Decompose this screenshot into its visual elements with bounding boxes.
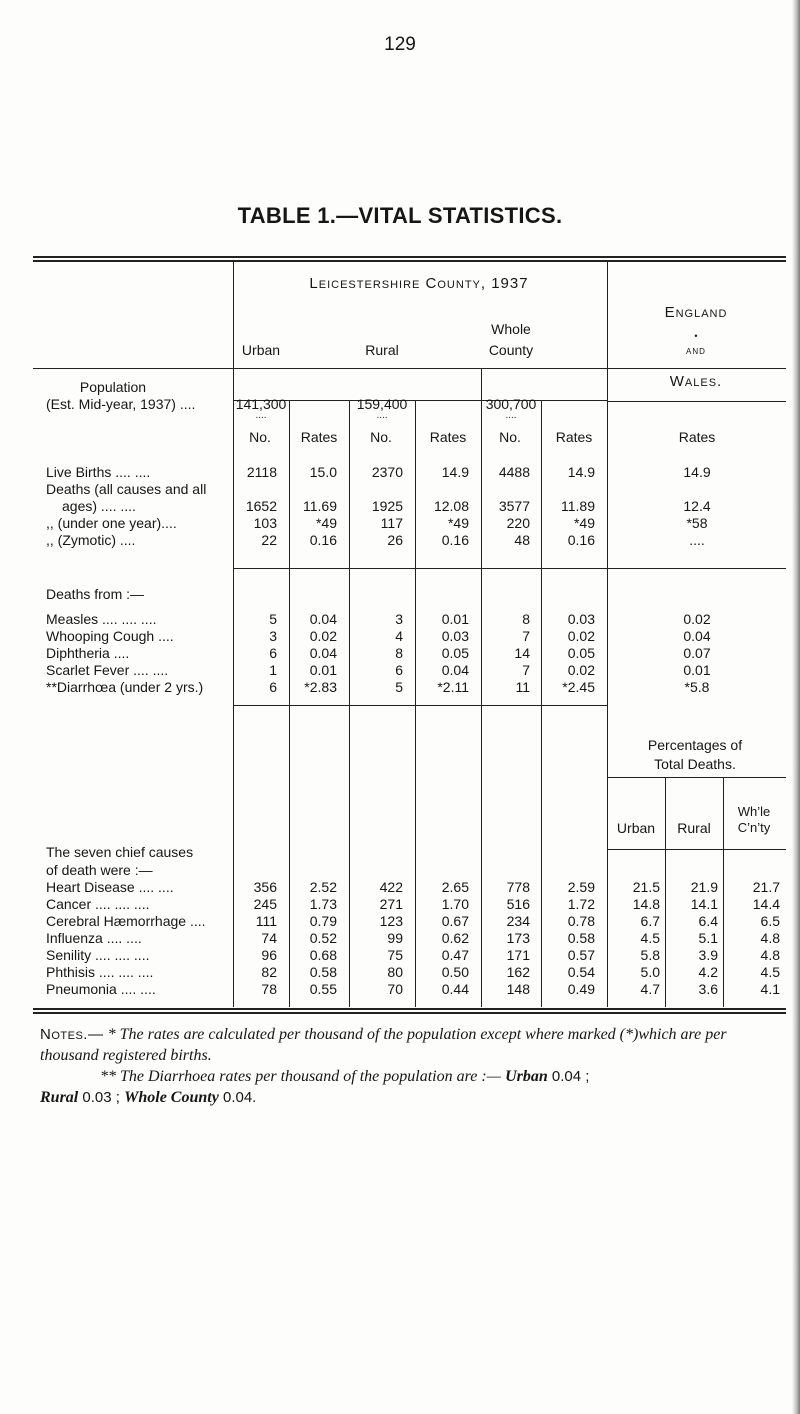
pct-whole-cell: 4.1: [760, 981, 780, 997]
dots-whole: ....: [505, 410, 517, 421]
cause-cell: 0.01: [309, 662, 337, 678]
pct-whole-cell: 4.8: [760, 930, 780, 946]
county-heading: Leicestershire County, 1937: [309, 275, 529, 292]
chief-cause-cell: 516: [506, 896, 530, 912]
pct-whole-cell: 14.4: [752, 896, 780, 912]
chief-cause-label: Phthisis .... .... ....: [46, 964, 154, 980]
chief-cause-cell: 0.68: [309, 947, 337, 963]
stat-cell: 15.0: [309, 464, 337, 480]
stat-cell: 0.16: [309, 532, 337, 548]
cause-cell: *2.45: [562, 679, 595, 695]
cause-cell: 3: [269, 628, 277, 644]
pct-urban-cell: 4.7: [640, 981, 660, 997]
chief-cause-cell: 0.47: [441, 947, 469, 963]
stat-cell: 48: [514, 532, 530, 548]
chief-cause-cell: 0.52: [309, 930, 337, 946]
pct-whole-heading-1: Wh’le: [737, 804, 771, 819]
chief-cause-cell: 0.49: [567, 981, 595, 997]
cause-cell-ew: *5.8: [684, 679, 710, 695]
stat-cell: 2118: [246, 464, 277, 480]
pct-whole-cell: 4.8: [760, 947, 780, 963]
cause-cell: 0.01: [441, 611, 469, 627]
pct-whole-cell: 4.5: [760, 964, 780, 980]
chief-cause-cell: 99: [387, 930, 403, 946]
cause-cell: 4: [395, 628, 403, 644]
chief-cause-cell: 70: [387, 981, 403, 997]
chief-cause-cell: 0.62: [441, 930, 469, 946]
chief-cause-cell: 123: [379, 913, 403, 929]
notes-rural: Rural: [40, 1089, 79, 1106]
cause-cell-ew: 0.02: [683, 611, 711, 627]
cause-cell: 0.02: [567, 662, 595, 678]
urban-rates-heading: Rates: [300, 429, 338, 445]
chief-cause-label: Cerebral Hæmorrhage ....: [46, 913, 206, 929]
chief-cause-cell: 2.65: [441, 879, 469, 895]
england-heading-2: and: [686, 343, 706, 357]
deaths-from-heading: Deaths from :—: [46, 586, 145, 602]
cause-cell-ew: 0.04: [683, 628, 711, 644]
chief-cause-cell: 148: [506, 981, 530, 997]
chief-cause-cell: 0.54: [567, 964, 595, 980]
chief-cause-cell: 80: [387, 964, 403, 980]
pct-urban-cell: 6.7: [640, 913, 660, 929]
cause-label: Whooping Cough ....: [46, 628, 174, 644]
stat-cell: 22: [261, 532, 277, 548]
chief-cause-cell: 2.52: [309, 879, 337, 895]
stat-row-label: Live Births .... ....: [46, 464, 151, 480]
stat-cell: *49: [447, 515, 469, 531]
pct-rural-cell: 4.2: [698, 964, 718, 980]
chief-cause-cell: 173: [506, 930, 530, 946]
table-title: TABLE 1.—VITAL STATISTICS.: [237, 203, 563, 228]
cause-label: Diphtheria ....: [46, 645, 130, 661]
chief-cause-cell: 74: [261, 930, 277, 946]
dots-urban: ....: [255, 410, 267, 421]
stat-row-label-cont: ages) .... ....: [62, 498, 136, 514]
chief-cause-cell: 1.73: [309, 896, 337, 912]
notes-lead: Notes.—: [40, 1026, 104, 1043]
cause-cell: 1: [269, 662, 277, 678]
notes-rural-value: 0.03 ;: [82, 1089, 120, 1106]
cause-cell-ew: 0.01: [683, 662, 711, 678]
whole-heading-2: County: [488, 342, 534, 358]
percentages-heading-2: Total Deaths.: [654, 756, 736, 772]
chief-cause-cell: 0.58: [309, 964, 337, 980]
notes-urban-value: 0.04 ;: [551, 1068, 590, 1085]
cause-cell: 0.04: [441, 662, 469, 678]
stat-cell: 11.69: [303, 498, 337, 514]
notes-line-1: * The rates are calculated per thousand of the population except where marked (*)which are per thousand registered births.: [40, 1026, 727, 1064]
pct-whole-heading-2: C’n’ty: [737, 820, 771, 835]
cause-cell: 0.02: [309, 628, 337, 644]
chief-cause-cell: 78: [261, 981, 277, 997]
rural-heading: Rural: [365, 342, 399, 358]
chief-cause-cell: 96: [261, 947, 277, 963]
stat-row-label: Deaths (all causes and all: [46, 481, 207, 497]
chief-cause-cell: 111: [255, 913, 277, 929]
page-edge: [792, 0, 800, 1414]
pct-whole-cell: 21.7: [752, 879, 780, 895]
chief-cause-cell: 1.72: [567, 896, 595, 912]
pct-rural-cell: 3.9: [698, 947, 718, 963]
rural-no-heading: No.: [370, 429, 392, 445]
chief-cause-cell: 2.59: [567, 879, 595, 895]
cause-cell: 8: [395, 645, 403, 661]
percentages-heading-1: Percentages of: [647, 737, 743, 753]
chief-cause-cell: 0.67: [441, 913, 469, 929]
stat-row-label: ,, (Zymotic) ....: [46, 532, 136, 548]
cause-cell: 0.05: [441, 645, 469, 661]
stat-cell: 0.16: [441, 532, 469, 548]
cause-cell: 0.05: [567, 645, 595, 661]
chief-cause-cell: 0.50: [441, 964, 469, 980]
chief-cause-cell: 0.79: [309, 913, 337, 929]
stat-cell: *49: [573, 515, 595, 531]
page-number: 129: [384, 34, 416, 55]
chief-cause-label: Heart Disease .... ....: [46, 879, 174, 895]
whole-heading-1: Whole: [491, 321, 531, 337]
chief-causes-heading-1: The seven chief causes: [46, 844, 194, 860]
notes: [40, 1024, 780, 1108]
bullet-icon: •: [694, 331, 698, 341]
cause-cell: 3: [395, 611, 403, 627]
pct-whole-cell: 6.5: [760, 913, 780, 929]
cause-cell: 0.02: [567, 628, 595, 644]
pct-rural-cell: 5.1: [698, 930, 718, 946]
cause-label: Measles .... .... ....: [46, 611, 157, 627]
stat-row-label: ,, (under one year)....: [46, 515, 177, 531]
chief-cause-cell: 422: [379, 879, 403, 895]
dots-rural: ....: [376, 410, 388, 421]
cause-cell: 14: [514, 645, 530, 661]
england-heading-3: Wales.: [669, 373, 723, 390]
whole-no-heading: No.: [499, 429, 521, 445]
cause-cell: 0.03: [567, 611, 595, 627]
cause-cell: 6: [269, 679, 277, 695]
urban-no-heading: No.: [249, 429, 271, 445]
stat-cell-ew: ....: [689, 532, 705, 548]
stat-cell-ew: 12.4: [683, 498, 711, 514]
population-whole: 300,700: [485, 396, 537, 412]
pct-rural-heading: Rural: [677, 820, 711, 836]
pct-rural-cell: 6.4: [698, 913, 718, 929]
chief-cause-label: Cancer .... .... ....: [46, 896, 150, 912]
pct-urban-cell: 5.8: [640, 947, 660, 963]
notes-urban: Urban: [505, 1068, 548, 1085]
chief-cause-cell: 171: [506, 947, 530, 963]
pct-rural-cell: 14.1: [690, 896, 718, 912]
stat-cell-ew: *58: [686, 515, 708, 531]
stat-cell: 4488: [498, 464, 530, 480]
stat-cell: 0.16: [567, 532, 595, 548]
notes-whole-county: Whole County: [124, 1089, 219, 1106]
cause-cell: 0.03: [441, 628, 469, 644]
cause-cell: 6: [395, 662, 403, 678]
stat-cell: 14.9: [567, 464, 595, 480]
chief-cause-label: Senility .... .... ....: [46, 947, 150, 963]
stat-cell: 103: [253, 515, 277, 531]
cause-cell-ew: 0.07: [683, 645, 711, 661]
chief-cause-cell: 162: [506, 964, 530, 980]
pct-urban-cell: 4.5: [640, 930, 660, 946]
chief-cause-cell: 271: [379, 896, 403, 912]
chief-cause-label: Influenza .... ....: [46, 930, 142, 946]
notes-line-2a: ** The Diarrhoea rates per thousand of the population are :—: [100, 1068, 501, 1085]
cause-cell: 11: [515, 679, 530, 695]
stat-cell: 1925: [371, 498, 403, 514]
chief-cause-cell: 1.70: [441, 896, 469, 912]
chief-cause-cell: 0.57: [567, 947, 595, 963]
whole-rates-heading: Rates: [555, 429, 593, 445]
chief-cause-cell: 0.55: [309, 981, 337, 997]
stat-cell: 2370: [371, 464, 403, 480]
cause-cell: 5: [269, 611, 277, 627]
cause-cell: 0.04: [309, 611, 337, 627]
rural-rates-heading: Rates: [429, 429, 467, 445]
stat-cell: 117: [380, 515, 403, 531]
population-urban: 141,300: [235, 396, 287, 412]
chief-causes-heading-2: of death were :—: [46, 862, 153, 878]
chief-cause-cell: 75: [387, 947, 403, 963]
stat-cell: 14.9: [441, 464, 469, 480]
pct-rural-cell: 21.9: [690, 879, 718, 895]
chief-cause-cell: 0.78: [567, 913, 595, 929]
cause-cell: 7: [522, 662, 530, 678]
stat-cell: *49: [315, 515, 337, 531]
stat-cell-ew: 14.9: [683, 464, 711, 480]
cause-cell: 5: [395, 679, 403, 695]
stat-cell: 11.89: [561, 498, 595, 514]
population-label-2: (Est. Mid-year, 1937) ....: [46, 396, 196, 412]
chief-cause-label: Pneumonia .... ....: [46, 981, 156, 997]
chief-cause-cell: 356: [253, 879, 277, 895]
cause-cell: *2.83: [304, 679, 337, 695]
pct-urban-cell: 21.5: [632, 879, 660, 895]
ew-rates-heading: Rates: [678, 429, 716, 445]
cause-label: **Diarrhœa (under 2 yrs.): [46, 679, 204, 695]
top-double-rule: [33, 256, 786, 262]
cause-cell: 6: [269, 645, 277, 661]
stat-cell: 220: [506, 515, 530, 531]
urban-heading: Urban: [241, 342, 281, 358]
stat-cell: 3577: [498, 498, 530, 514]
pct-urban-heading: Urban: [616, 820, 656, 836]
chief-cause-cell: 234: [506, 913, 530, 929]
stat-cell: 12.08: [433, 498, 469, 514]
stat-cell: 26: [387, 532, 403, 548]
chief-cause-cell: 778: [506, 879, 530, 895]
chief-cause-cell: 0.58: [567, 930, 595, 946]
chief-cause-cell: 245: [253, 896, 277, 912]
cause-cell: 0.04: [309, 645, 337, 661]
chief-cause-cell: 0.44: [441, 981, 469, 997]
england-heading-1: England: [664, 304, 728, 321]
pct-urban-cell: 5.0: [640, 964, 660, 980]
cause-cell: *2.11: [437, 679, 469, 695]
notes-whole-value: 0.04.: [222, 1089, 257, 1106]
cause-cell: 7: [522, 628, 530, 644]
pct-urban-cell: 14.8: [632, 896, 660, 912]
chief-cause-cell: 82: [261, 964, 277, 980]
cause-cell: 8: [522, 611, 530, 627]
cause-label: Scarlet Fever .... ....: [46, 662, 169, 678]
population-rural: 159,400: [356, 396, 408, 412]
stat-cell: 1652: [245, 498, 277, 514]
pct-rural-cell: 3.6: [698, 981, 718, 997]
population-label-1: Population: [79, 379, 147, 395]
bottom-double-rule: [33, 1008, 786, 1014]
